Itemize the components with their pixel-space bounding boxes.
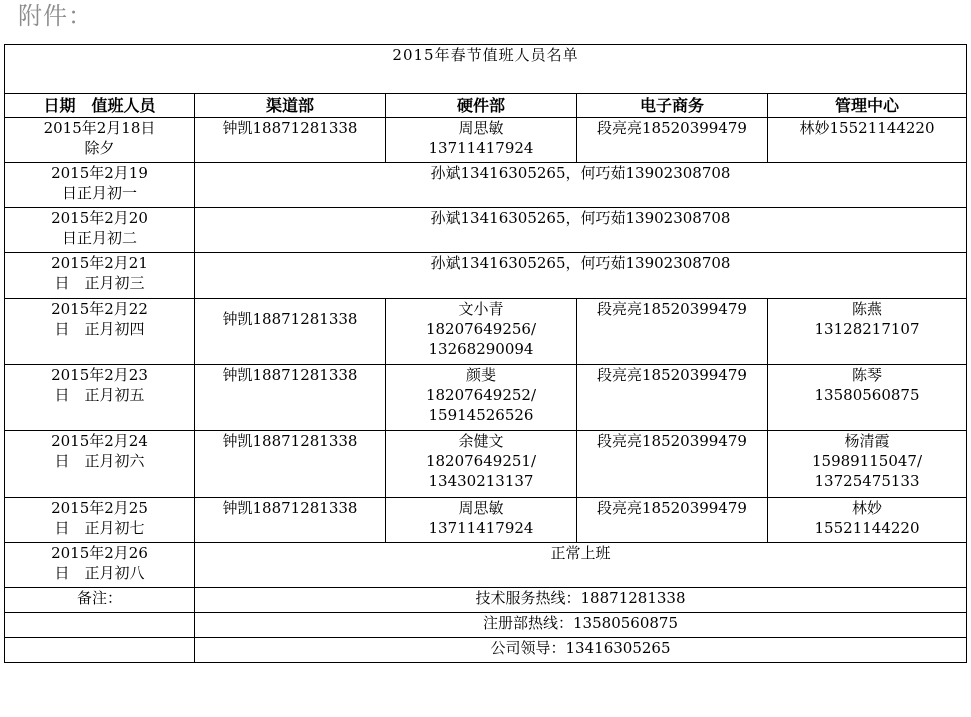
date-line: 2015年2月20 [51,209,148,227]
management-name: 陈燕 [852,300,883,318]
management-phone: 13128217107 [814,320,920,338]
date-cell [5,118,195,163]
date-cell [5,431,195,498]
hardware-cell [386,365,577,431]
date-cell [5,299,195,365]
date-line: 日 正月初七 [54,519,145,537]
header-channel: 渠道部 [195,94,386,118]
merged-duty-cell: 孙斌13416305265，何巧茹13902308708 [195,208,967,253]
hardware-phone: 18207649252/ [425,386,537,404]
registration-hotline: 注册部热线：13580560875 [195,613,967,638]
date-line: 2015年2月19 [51,164,148,182]
hardware-cell [386,299,577,365]
date-cell [5,163,195,208]
header-management: 管理中心 [768,94,967,118]
table-row [5,208,967,253]
channel-cell: 钟凯18871281338 [195,299,386,365]
management-cell [768,498,967,543]
hardware-name: 余健文 [458,432,504,450]
hardware-phone: 18207649256/ [425,320,537,338]
management-cell [768,365,967,431]
merged-duty-cell: 正常上班 [195,543,967,588]
channel-cell: 钟凯18871281338 [195,365,386,431]
channel-cell: 钟凯18871281338 [195,118,386,163]
management-phone: 13580560875 [814,386,920,404]
hardware-cell [386,118,577,163]
hardware-phone: 13430213137 [428,472,534,490]
duty-roster-table [4,44,967,663]
hardware-cell [386,498,577,543]
company-leader: 公司领导：13416305265 [195,638,967,663]
management-cell: 林妙15521144220 [768,118,967,163]
attachment-label: 附件： [18,2,93,30]
empty-cell [5,638,195,663]
hardware-name: 周思敏 [458,119,504,137]
management-name: 陈琴 [852,366,883,384]
ecommerce-cell: 段亮亮18520399479 [577,498,768,543]
date-cell [5,365,195,431]
date-line: 日 正月初八 [54,564,145,582]
header-date-staff: 日期 值班人员 [5,94,195,118]
remarks-row [5,613,967,638]
date-line: 日 正月初四 [54,320,145,338]
management-phone: 13725475133 [814,472,920,490]
table-row [5,543,967,588]
management-phone: 15989115047/ [811,452,923,470]
hardware-phone: 18207649251/ [425,452,537,470]
date-line: 日 正月初五 [54,386,145,404]
date-cell [5,498,195,543]
date-line: 2015年2月21 [51,254,148,272]
table-row [5,299,967,365]
date-line: 日正月初二 [61,229,137,247]
ecommerce-cell: 段亮亮18520399479 [577,431,768,498]
hardware-phone: 15914526526 [428,406,534,424]
header-hardware: 硬件部 [386,94,577,118]
management-phone: 15521144220 [814,519,920,537]
date-line: 除夕 [84,139,115,157]
table-row [5,365,967,431]
remarks-label: 备注： [5,588,195,613]
date-line: 2015年2月25 [51,499,148,517]
management-cell [768,431,967,498]
hardware-name: 颜斐 [465,366,496,384]
hardware-cell [386,431,577,498]
remarks-row [5,588,967,613]
header-ecommerce: 电子商务 [577,94,768,118]
ecommerce-cell: 段亮亮18520399479 [577,365,768,431]
date-line: 日正月初一 [61,184,137,202]
table-row [5,431,967,498]
date-cell [5,208,195,253]
merged-duty-cell: 孙斌13416305265，何巧茹13902308708 [195,253,967,299]
management-name: 林妙 [852,499,883,517]
date-line: 日 正月初六 [54,452,145,470]
date-line: 2015年2月22 [51,300,148,318]
date-line: 2015年2月18日 [43,119,156,137]
title-row [5,45,967,94]
date-cell [5,543,195,588]
table-row [5,498,967,543]
channel-cell: 钟凯18871281338 [195,498,386,543]
date-line: 2015年2月26 [51,544,148,562]
table-row [5,163,967,208]
hardware-phone: 13711417924 [428,139,534,157]
ecommerce-cell: 段亮亮18520399479 [577,118,768,163]
table-title: 2015年春节值班人员名单 [5,45,967,94]
hardware-name: 周思敏 [458,499,504,517]
management-cell [768,299,967,365]
tech-hotline: 技术服务热线：18871281338 [195,588,967,613]
empty-cell [5,613,195,638]
date-cell [5,253,195,299]
ecommerce-cell: 段亮亮18520399479 [577,299,768,365]
table-row [5,118,967,163]
hardware-phone: 13268290094 [428,340,534,358]
header-row [5,94,967,118]
management-name: 杨清霞 [844,432,890,450]
remarks-row [5,638,967,663]
channel-cell: 钟凯18871281338 [195,431,386,498]
date-line: 2015年2月24 [51,432,148,450]
table-row [5,253,967,299]
date-line: 2015年2月23 [51,366,148,384]
hardware-phone: 13711417924 [428,519,534,537]
date-line: 日 正月初三 [54,274,145,292]
hardware-name: 文小青 [458,300,504,318]
merged-duty-cell: 孙斌13416305265，何巧茹13902308708 [195,163,967,208]
